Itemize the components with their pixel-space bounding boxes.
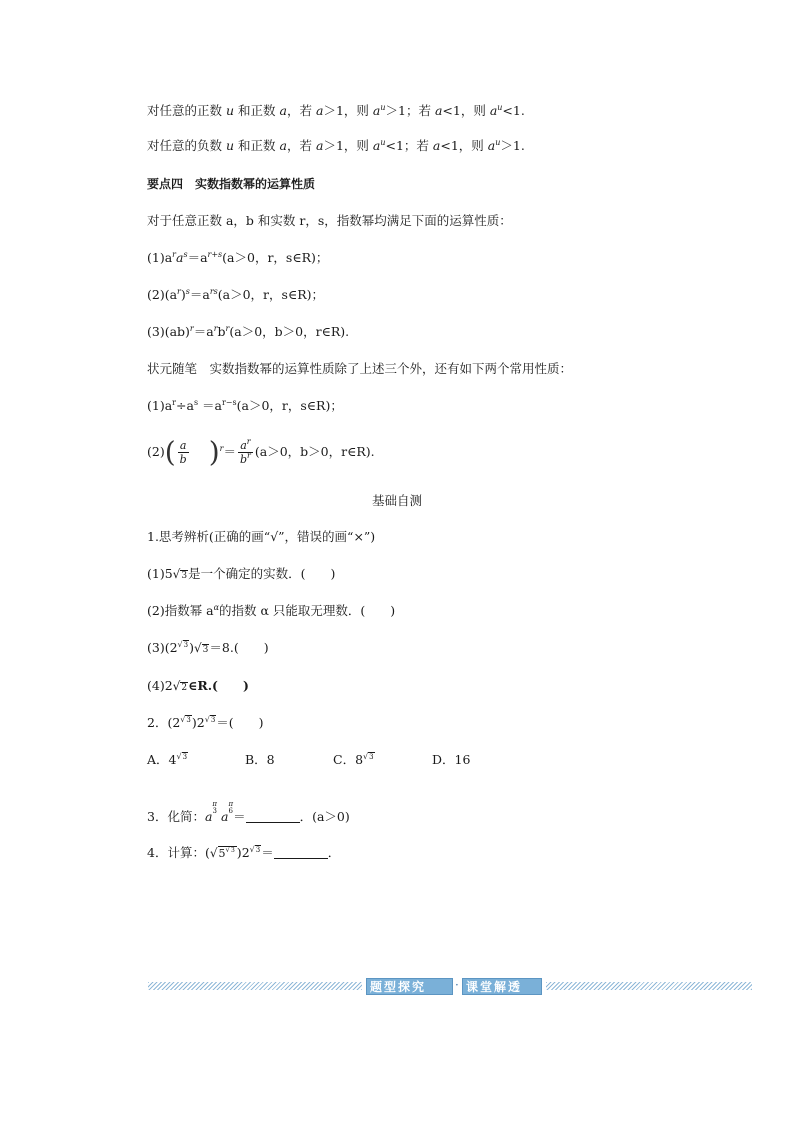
option-c: C．$8^{√3}$: [333, 752, 374, 767]
note-text: 状元随笔 实数指数幂的运算性质除了上述三个外，还有如下两个常用性质：: [147, 361, 573, 376]
option-b: B．8: [245, 752, 275, 767]
property-2: $(2)(a^r)^s=a^{rs}(a>0$，r，s∈R)；: [147, 287, 324, 302]
answer-blank-4[interactable]: [274, 846, 328, 859]
question-1-2: (2)指数幂 $a^\alpha$的指数 α 只能取无理数．( ): [147, 603, 396, 618]
section-title: 基础自测: [371, 493, 422, 508]
question-1-3: $(3)(2^{√3})√3=8$.( ): [147, 640, 269, 655]
question-2: 2．$(2^{√3})2^{√3}=$( ): [147, 715, 264, 730]
question-1: 1.思考辨析(正确的画“√”，错误的画“×”): [147, 529, 376, 544]
banner-tag-left: 题型探究: [366, 978, 453, 995]
option-a: A．$4^{√3}$: [147, 752, 188, 767]
intro-text: 对于任意正数 a，b 和实数 r，s，指数幂均满足下面的运算性质：: [147, 213, 512, 228]
question-1-4: (4)2√2∈R.( ): [147, 678, 249, 693]
line-negative-u: 对任意的负数 u 和正数 a，若 a＞1，则 $a^u<1$；若 a<1，则 $a^u>1$.: [147, 138, 525, 153]
banner-tag-right: 课堂解透: [462, 978, 542, 995]
line-positive-u: 对任意的正数 u 和正数 a，若 a＞1，则 $a^u>1$；若 a<1，则 $a^u<1$.: [147, 103, 525, 118]
banner-hatch-right: [546, 982, 752, 990]
answer-blank-3[interactable]: [246, 810, 300, 823]
note-property-1: $(1)a^r\div a^s =a^{r-s}(a>0$，r，s∈R)；: [147, 398, 343, 413]
banner-hatch-left: [148, 982, 362, 990]
banner-dot: ·: [455, 978, 459, 992]
property-1: $(1)a^ra^s=a^{r+s}(a>0$，r，s∈R)；: [147, 250, 329, 265]
question-4: 4．计算：($√5^{√3}$ )$2^{√3}=$ ．: [147, 845, 341, 860]
question-3: 3．化简：a $^{\pi 3}$ a $^{\pi 6}$ ＝ ．(a＞0): [147, 800, 350, 824]
property-3: $(3)(ab)^r=a^rb^r(a>0$，b＞0，r∈R).: [147, 324, 350, 339]
note-property-2: (2)( $\frac{a}{b}$ )$^r$＝ $\frac{a^r}{b^r}$ (a＞0，b＞0，r∈R).: [147, 435, 375, 469]
heading-key-point-4: 要点四 实数指数幂的运算性质: [147, 177, 316, 191]
question-1-1: (1)5√3是一个确定的实数．( ): [147, 566, 336, 581]
option-d: D．16: [432, 752, 471, 767]
section-banner: [148, 976, 752, 996]
